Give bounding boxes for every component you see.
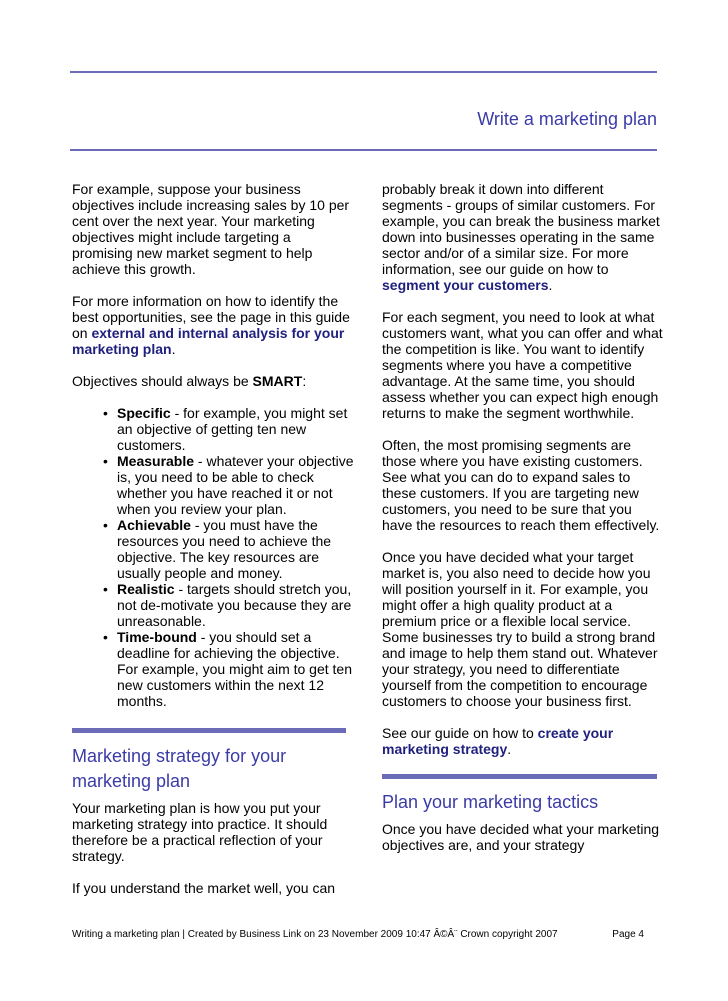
paragraph-text: .	[507, 741, 512, 757]
paragraph-text: .	[548, 277, 553, 293]
list-item	[103, 581, 354, 629]
list-item	[103, 405, 354, 453]
paragraph: Once you have decided what your target market is, you also need to decide how you will position yourself in it. For example, you might offer a high quality product at a premium price or a flexible local service. Some businesses try to build a strong brand and image to help them stand out. Whatever your strategy, you need to differentiate yourself from the competition to encourage customers to choose your business first.	[382, 549, 658, 709]
bullet-term: Specific	[117, 405, 171, 421]
paragraph	[382, 725, 664, 757]
paragraph	[72, 293, 354, 357]
bullet-text: - you should set a deadline for achieving the objective. For example, you might aim to get ten new customers within the next 12 months.	[117, 629, 352, 709]
segment-customers-link[interactable]: segment your customers	[382, 277, 549, 293]
bullet-term: Achievable	[117, 517, 191, 533]
paragraph	[72, 373, 354, 389]
section-heading-marketing-tactics: Plan your marketing tactics	[382, 792, 599, 812]
paragraph-text: .	[171, 341, 176, 357]
paragraph: Your marketing plan is how you put your marketing strategy into practice. It should therefore be a practical reflection of your strategy.	[72, 800, 328, 864]
paragraph-text: Objectives should always be	[72, 373, 253, 389]
bullet-text: - for example, you might set an objective of getting ten new customers.	[117, 405, 348, 453]
section-heading-marketing-strategy: Marketing strategy for your marketing plan	[72, 746, 287, 791]
paragraph	[382, 181, 664, 293]
create-marketing-strategy-link[interactable]: create your marketing strategy	[382, 725, 614, 757]
section-bar	[382, 774, 657, 779]
right-column	[382, 181, 664, 853]
list-item	[103, 629, 354, 709]
bold-term: SMART	[252, 373, 303, 389]
bullet-text: - you must have the resources you need to achieve the objective. The key resources are usually people and money.	[117, 517, 332, 581]
bullet-text: - whatever your objective is, you need to be able to check whether you have reached it or not when you review your plan.	[117, 453, 354, 517]
paragraph-text: probably break it down into different segments - groups of similar customers. For example, you can break the business market down into businesses operating in the same sector and/or of a similar size. For more information, see our guide on how to	[382, 181, 660, 277]
smart-list	[72, 405, 354, 709]
paragraph: Often, the most promising segments are those where you have existing customers. See what you can do to expand sales to these customers. If you are targeting new customers, you need to be sure that you have the resources to reach them effectively.	[382, 437, 660, 533]
header-top-rule	[70, 71, 657, 73]
header-bottom-rule	[70, 149, 657, 151]
external-internal-analysis-link[interactable]: external and internal analysis for your marketing plan	[72, 325, 345, 357]
paragraph: If you understand the market well, you can	[72, 880, 336, 896]
list-item	[103, 517, 354, 581]
left-column	[72, 181, 354, 896]
bullet-term: Measurable	[117, 453, 195, 469]
footer-text: Writing a marketing plan | Created by Business Link on 23 November 2009 10:47 Â©Â¨ Crown copyright 2007	[72, 929, 558, 940]
list-item	[103, 453, 354, 517]
paragraph-text: :	[302, 373, 307, 389]
bullet-text: - targets should stretch you, not de-motivate you because they are unreasonable.	[117, 581, 352, 629]
paragraph: Once you have decided what your marketing objectives are, and your strategy	[382, 821, 660, 853]
paragraph: For example, suppose your business objectives include increasing sales by 10 per cent over the next year. Your marketing objectives might include targeting a promising new market segment to help achieve this growth.	[72, 181, 350, 277]
bullet-term: Time-bound	[117, 629, 197, 645]
section-bar	[72, 728, 346, 733]
paragraph: For each segment, you need to look at what customers want, what you can offer and what the competition is like. You want to identify segments where you have a competitive advantage. At the same time, you should assess whether you can expect high enough returns to make the segment worthwhile.	[382, 309, 663, 421]
page-title: Write a marketing plan	[477, 109, 657, 129]
paragraph-text: For more information on how to identify the best opportunities, see the page in this guide on	[72, 293, 350, 341]
paragraph-text: See our guide on how to	[382, 725, 538, 741]
bullet-term: Realistic	[117, 581, 175, 597]
page-number: Page 4	[612, 929, 644, 940]
